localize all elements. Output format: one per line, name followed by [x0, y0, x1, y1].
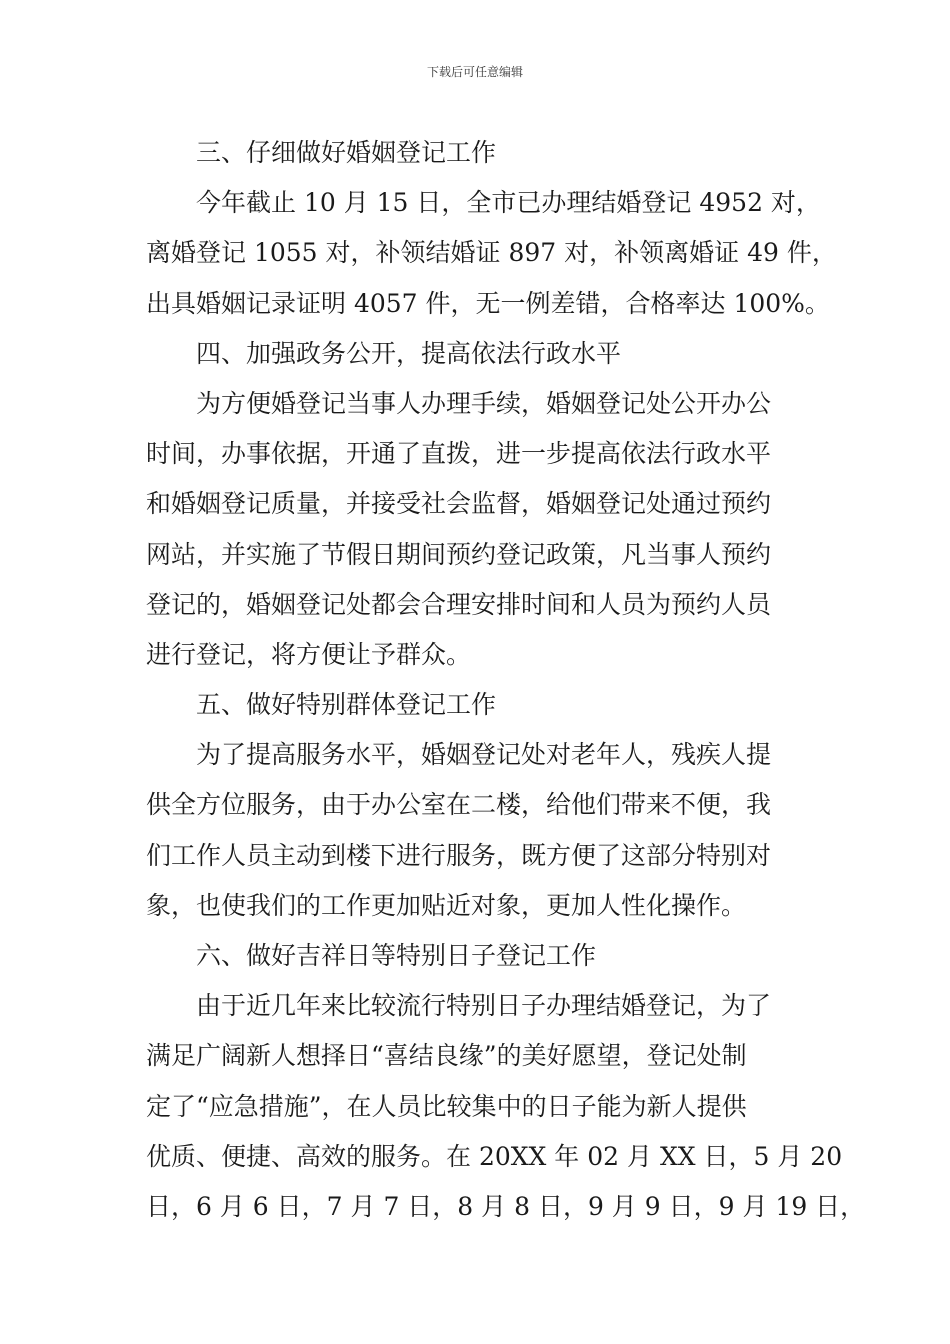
paragraph-line: 离婚登记 1055 对，补领结婚证 897 对，补领离婚证 49 件， [146, 238, 837, 268]
paragraph-line: 出具婚姻记录证明 4057 件，无一例差错，合格率达 100%。 [146, 288, 830, 318]
section-heading-5: 五、做好特别群体登记工作 [196, 690, 497, 720]
page-header: 下载后可任意编辑 [426, 65, 523, 79]
paragraph-line: 优质、便捷、高效的服务。在 20XX 年 02 月 XX 日，5 月 20 [146, 1141, 843, 1171]
paragraph-line: 满足广阔新人想择日“喜结良缘”的美好愿望，登记处制 [146, 1041, 747, 1071]
paragraph-line: 登记的，婚姻登记处都会合理安排时间和人员为预约人员 [146, 589, 772, 619]
document-body [146, 128, 866, 1232]
paragraph-line: 为方便婚登记当事人办理手续，婚姻登记处公开办公 [196, 388, 772, 418]
paragraph-line: 日，6 月 6 日，7 月 7 日，8 月 8 日，9 月 9 日，9 月 19 日， [146, 1191, 866, 1221]
paragraph-line: 时间，办事依据，开通了直拨，进一步提高依法行政水平 [146, 439, 772, 469]
paragraph-line: 供全方位服务，由于办公室在二楼，给他们带来不便，我 [146, 790, 772, 820]
paragraph-line: 今年截止 10 月 15 日，全市已办理结婚登记 4952 对， [196, 188, 821, 218]
paragraph-line: 和婚姻登记质量，并接受社会监督，婚姻登记处通过预约 [146, 489, 772, 519]
paragraph-line: 网站，并实施了节假日期间预约登记政策，凡当事人预约 [146, 539, 772, 569]
paragraph-line: 象，也使我们的工作更加贴近对象，更加人性化操作。 [146, 890, 747, 920]
paragraph-line: 为了提高服务水平，婚姻登记处对老年人，残疾人提 [196, 740, 772, 770]
paragraph-line: 定了“应急措施”，在人员比较集中的日子能为新人提供 [146, 1091, 747, 1121]
paragraph-line: 由于近几年来比较流行特别日子办理结婚登记，为了 [196, 991, 772, 1021]
section-heading-4: 四、加强政务公开，提高依法行政水平 [196, 338, 622, 368]
section-heading-6: 六、做好吉祥日等特别日子登记工作 [196, 941, 597, 970]
paragraph-line: 们工作人员主动到楼下进行服务，既方便了这部分特别对 [146, 840, 772, 870]
section-heading-3: 三、仔细做好婚姻登记工作 [196, 138, 497, 167]
paragraph-line: 进行登记，将方便让予群众。 [146, 639, 472, 669]
